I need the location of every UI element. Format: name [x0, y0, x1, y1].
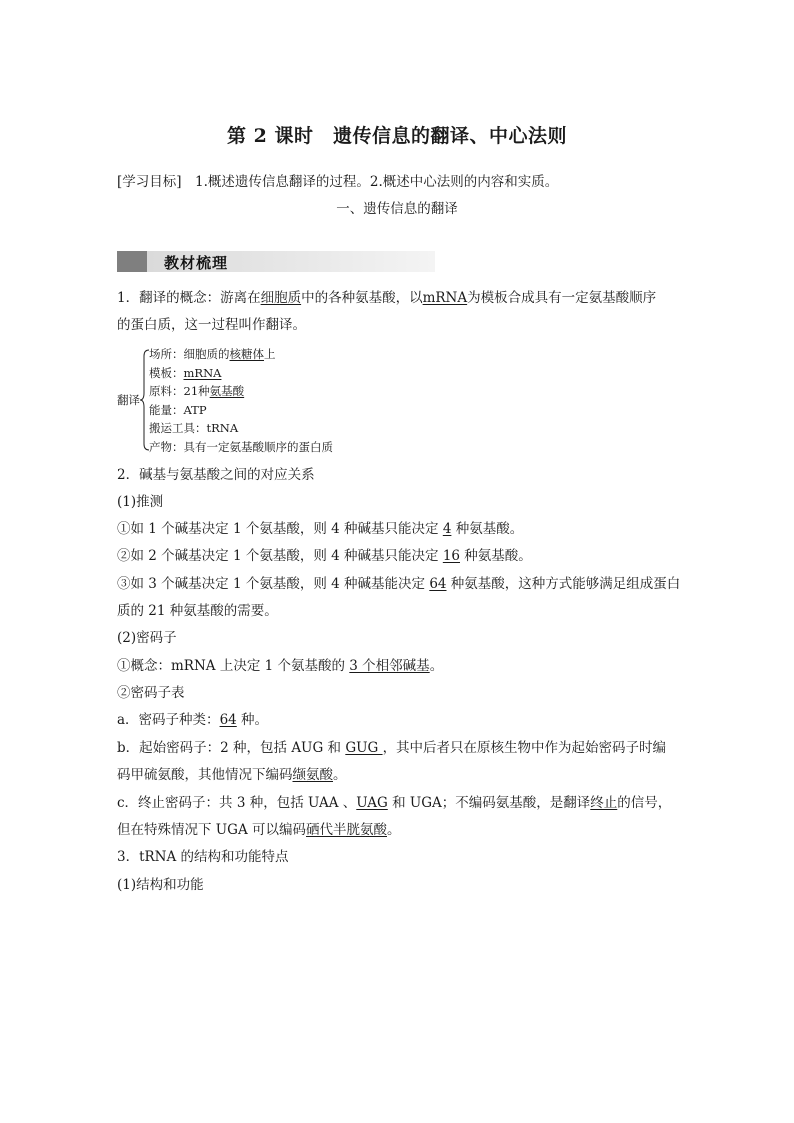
diagram-row: 模板：mRNA [149, 365, 222, 380]
item3-heading: 3．tRNA 的结构和功能特点 [117, 849, 289, 865]
blank-answer: 缬氨酸 [292, 767, 333, 783]
page-title: 第 2 课时 遗传信息的翻译、中心法则 [227, 125, 567, 147]
start-codon-line2: 码甲硫氨酸，其他情况下编码缬氨酸。 [117, 767, 347, 783]
goals-text: 1.概述遗传信息翻译的过程。2.概述中心法则的内容和实质。 [195, 174, 559, 190]
blank-answer: UAG [356, 795, 388, 811]
diagram-label: 翻译 [117, 393, 140, 407]
sub3-heading: (1)结构和功能 [117, 877, 204, 893]
blank-answer: GUG [345, 740, 383, 756]
section-heading: 一、遗传信息的翻译 [336, 201, 458, 217]
inference-line-3b: 质的 21 种氨基酸的需要。 [117, 603, 278, 619]
blank-answer: mRNA [422, 290, 468, 306]
banner-label: 教材梳理 [164, 254, 229, 272]
codon-types: a．密码子种类：64 种。 [117, 712, 269, 728]
blank-answer: 64 [429, 576, 447, 592]
item2-heading: 2．碱基与氨基酸之间的对应关系 [117, 467, 315, 483]
blank-answer: 4 [442, 521, 452, 537]
blank-answer: 64 [219, 712, 237, 728]
item1-line2: 的蛋白质，这一过程叫作翻译。 [117, 317, 306, 333]
item1-line1: 1．翻译的概念：游离在细胞质中的各种氨基酸，以mRNA为模板合成具有一定氨基酸顺序 [117, 290, 657, 306]
blank-answer: 终止 [590, 795, 618, 811]
codon-concept: ①概念：mRNA 上决定 1 个氨基酸的 3 个相邻碱基。 [117, 658, 444, 674]
inference-line-1: ①如 1 个碱基决定 1 个氨基酸，则 4 种碱基只能决定 4 种氨基酸。 [117, 521, 524, 537]
codon-table-heading: ②密码子表 [117, 685, 185, 701]
diagram-row: 搬运工具：tRNA [149, 421, 239, 435]
diagram-row: 能量：ATP [149, 402, 207, 417]
start-codon-line1: b．起始密码子：2 种，包括 AUG 和 GUG ，其中后者只在原核生物中作为起始密码子时编 [117, 740, 667, 756]
goals-label: [学习目标] [117, 174, 182, 190]
section-banner [117, 251, 435, 272]
blank-answer: 3 个相邻碱基 [349, 658, 430, 674]
blank-answer: 细胞质 [260, 290, 302, 306]
stop-codon-line2: 但在特殊情况下 UGA 可以编码硒代半胱氨酸。 [117, 822, 401, 838]
diagram-row: 原料：21种氨基酸 [149, 384, 245, 398]
blank-answer: 16 [442, 548, 460, 564]
learning-goals [117, 169, 558, 196]
sub1-heading: (1)推测 [117, 494, 164, 510]
blank-answer: 硒代半胱氨酸 [306, 822, 387, 838]
sub2-heading: (2)密码子 [117, 630, 177, 646]
diagram-row: 产物：具有一定氨基酸顺序的蛋白质 [149, 439, 333, 454]
diagram-row: 场所：细胞质的核糖体上 [149, 347, 276, 361]
inference-line-2: ②如 2 个碱基决定 1 个氨基酸，则 4 种碱基只能决定 16 种氨基酸。 [117, 548, 532, 564]
stop-codon-line1: c．终止密码子：共 3 种，包括 UAA 、UAG 和 UGA；不编码氨基酸，是翻译终止的信号， [117, 795, 672, 811]
inference-line-3: ③如 3 个碱基决定 1 个氨基酸，则 4 种碱基能决定 64 种氨基酸，这种方式能够满足组成蛋白 [117, 576, 681, 592]
